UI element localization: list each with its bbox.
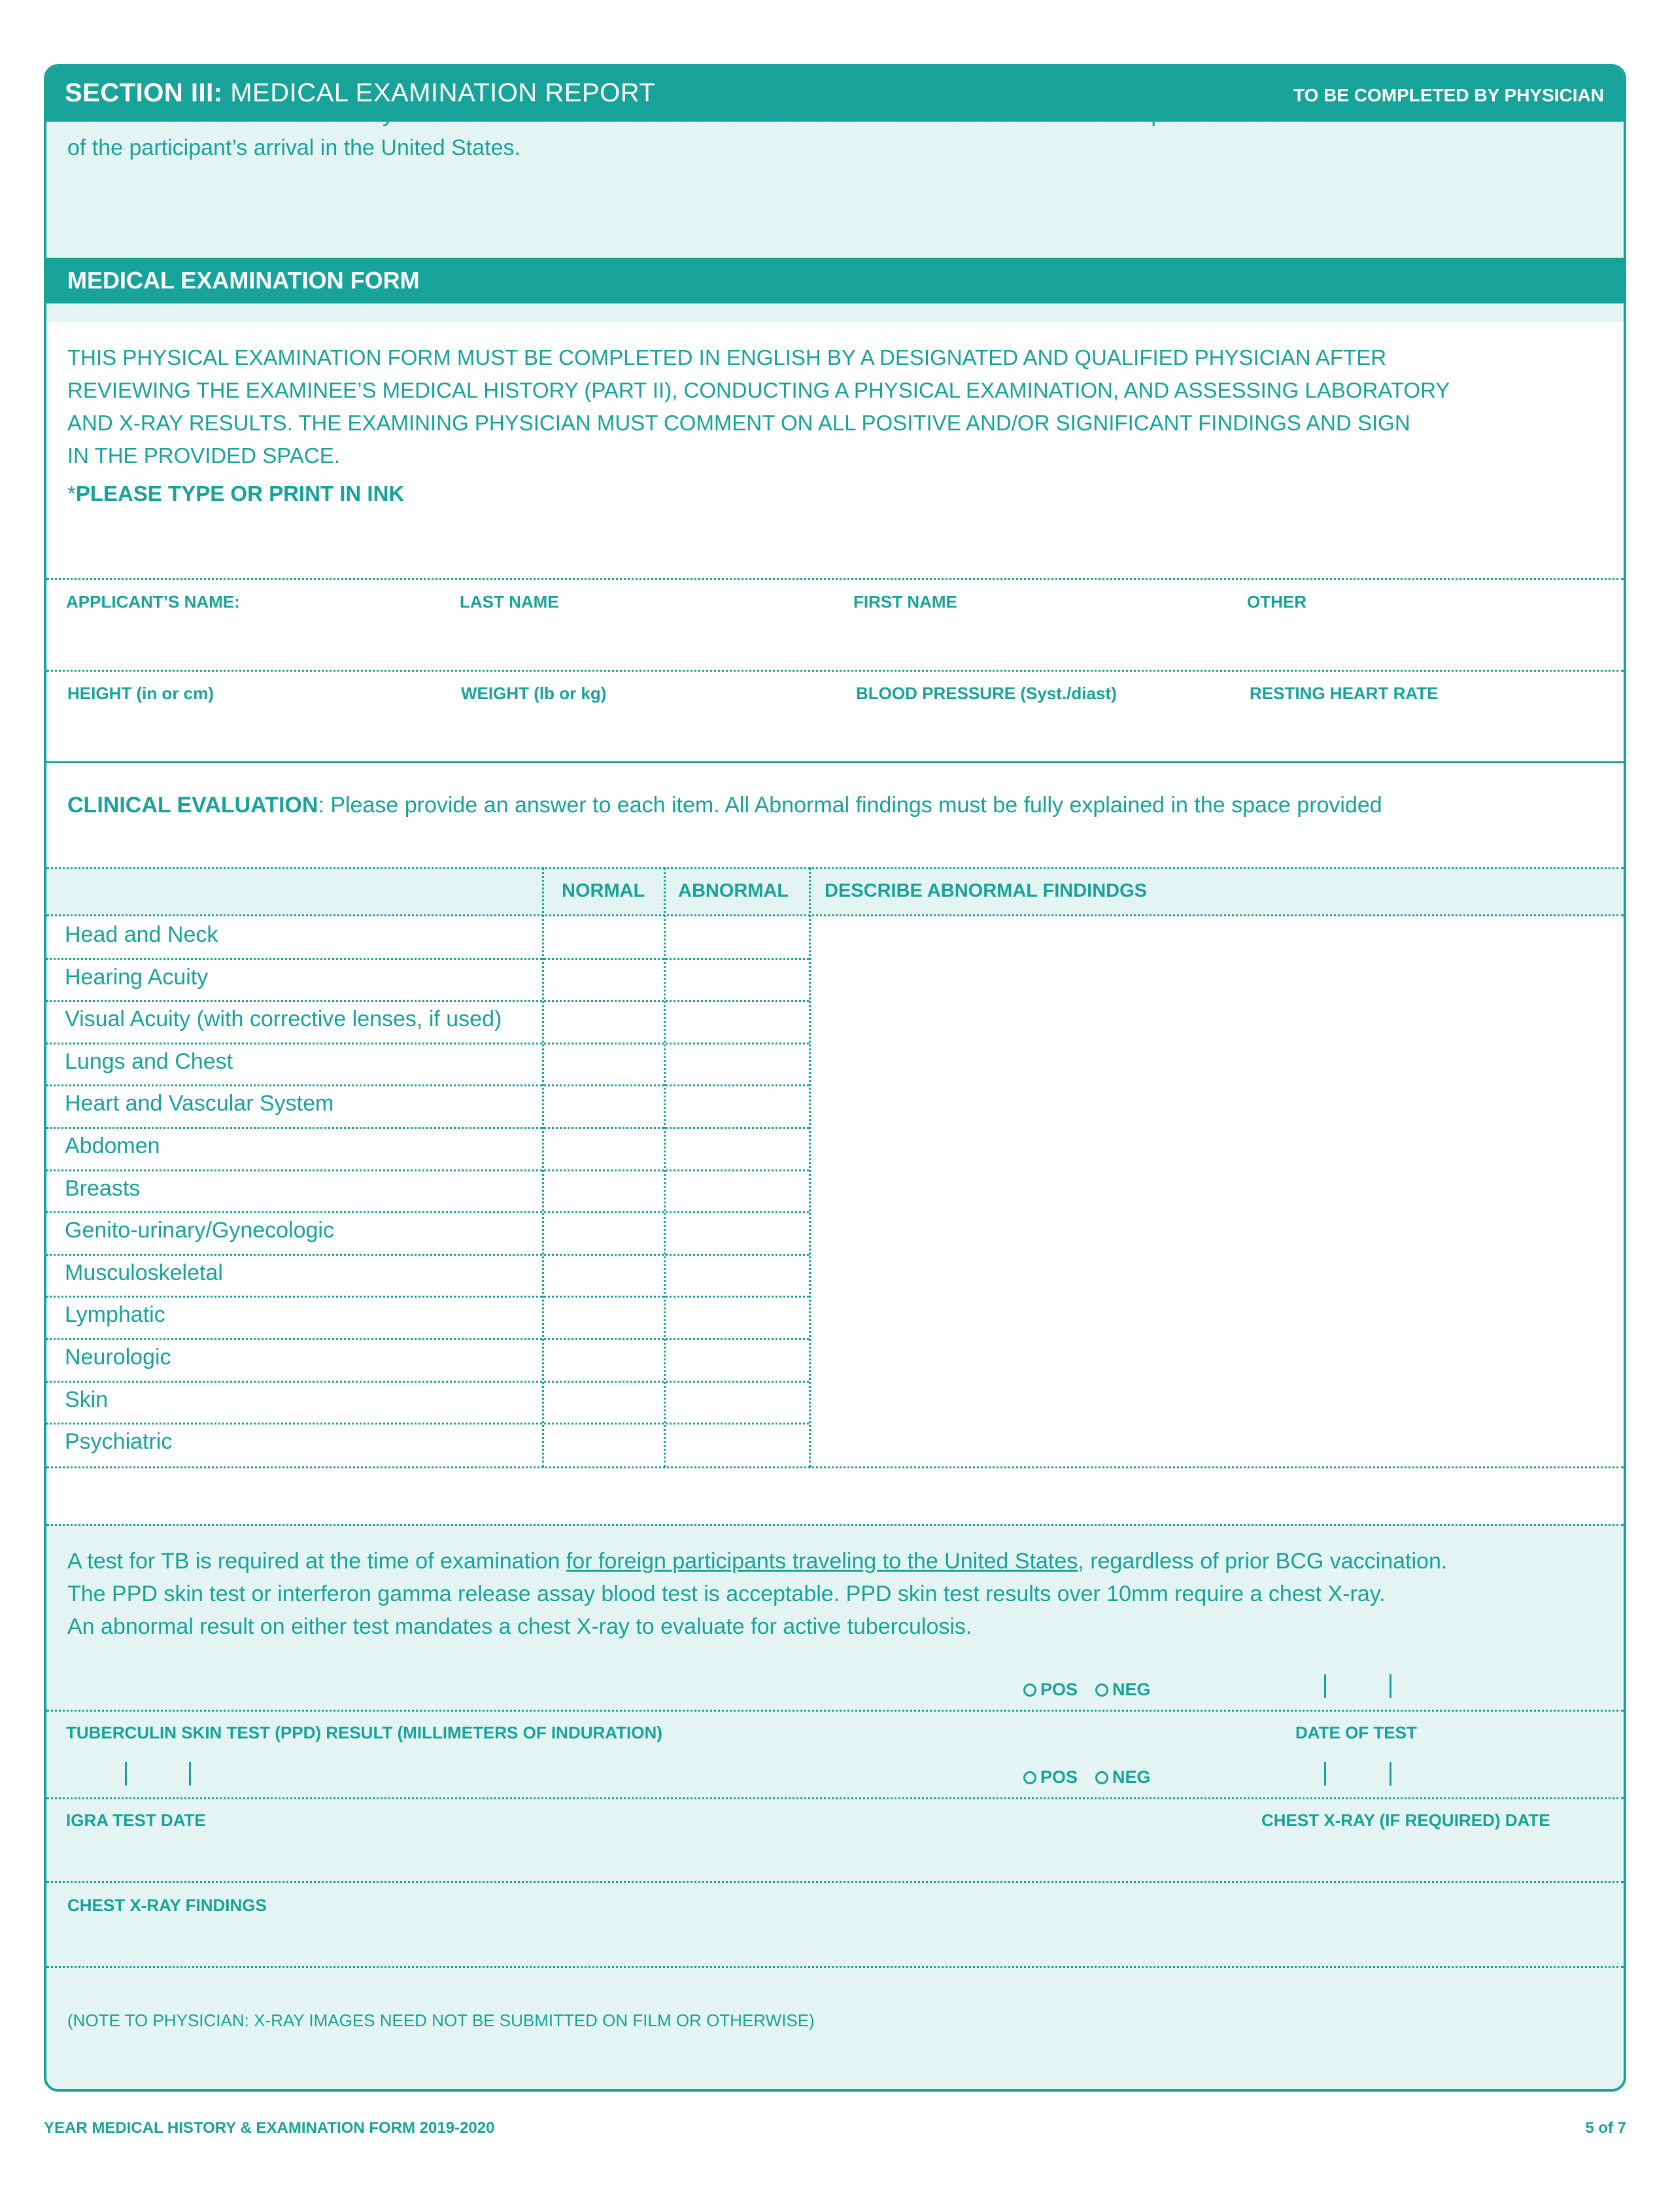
- normal-cell[interactable]: [543, 1128, 664, 1168]
- ppd-result-field[interactable]: TUBERCULIN SKIN TEST (PPD) RESULT (MILLIMETERS OF INDURATION): [66, 1723, 662, 1742]
- normal-cell[interactable]: [543, 1339, 664, 1379]
- row-divider: [46, 1381, 809, 1383]
- divider: [46, 578, 1624, 580]
- instructions-text: THIS PHYSICAL EXAMINATION FORM MUST BE COMPLETED IN ENGLISH BY A DESIGNATED AND QUALIFIED PHYSICIAN AFTER REVIEWING THE EXAMINEE’S MEDICAL HISTORY (PART II), CONDUCTING A PHYSICAL EXAMINATION, AND ASSESSING LABORATORY AND X-RAY RESULTS. THE EXAMINING PHYSICIAN MUST COMMENT ON ALL POSITIVE AND/OR SIGNIFICANT FINDINGS AND SIGN IN THE PROVIDED SPACE.: [67, 345, 1450, 468]
- footer-form-title: YEAR MEDICAL HISTORY & EXAMINATION FORM 2019-2020: [44, 2119, 495, 2137]
- evaluation-row-label: Skin: [65, 1387, 109, 1412]
- note-text: NOTE: Results of tests and x-rays included in this medical evaluation must be dated no more than six months prior to the date of the participant’s arrival in the United States.: [67, 102, 1307, 160]
- abnormal-cell[interactable]: [665, 1424, 809, 1464]
- date-separator: [1324, 1762, 1326, 1786]
- evaluation-row-label: Psychiatric: [65, 1429, 173, 1455]
- evaluation-row-label: Lungs and Chest: [65, 1048, 233, 1074]
- clinical-evaluation-heading: CLINICAL EVALUATION: Please provide an answer to each item. All Abnormal findings must be fully explained in the space provided: [67, 793, 1382, 818]
- divider: [46, 1524, 1624, 1526]
- normal-cell[interactable]: [543, 1044, 664, 1084]
- normal-cell[interactable]: [543, 959, 664, 999]
- divider: [46, 1797, 1624, 1799]
- row-divider: [46, 1127, 809, 1129]
- completed-by-label: TO BE COMPLETED BY PHYSICIAN: [1293, 85, 1604, 105]
- normal-cell[interactable]: [543, 1382, 664, 1422]
- evaluation-row-label: Genito-urinary/Gynecologic: [65, 1218, 334, 1243]
- heart-rate-field[interactable]: RESTING HEART RATE: [1250, 683, 1439, 703]
- describe-findings-area[interactable]: [811, 917, 1624, 1465]
- abnormal-cell[interactable]: [665, 1086, 809, 1126]
- page-number: 5 of 7: [1585, 2119, 1626, 2137]
- date-separator: [125, 1762, 127, 1786]
- abnormal-cell[interactable]: [665, 1171, 809, 1211]
- date-separator: [1324, 1674, 1326, 1698]
- evaluation-row-label: Breasts: [65, 1175, 141, 1201]
- row-divider: [46, 1043, 809, 1045]
- evaluation-row-label: Lymphatic: [65, 1302, 165, 1328]
- other-name-field[interactable]: OTHER: [1247, 592, 1306, 612]
- igra-neg-radio[interactable]: NEG: [1095, 1767, 1151, 1788]
- form-title: MEDICAL EXAMINATION FORM: [67, 267, 420, 294]
- row-divider: [46, 1254, 809, 1256]
- row-divider: [46, 1000, 809, 1002]
- normal-cell[interactable]: [543, 917, 664, 957]
- evaluation-row-label: Musculoskeletal: [65, 1260, 223, 1285]
- normal-cell[interactable]: [543, 1001, 664, 1041]
- abnormal-cell[interactable]: [665, 1128, 809, 1168]
- row-divider: [46, 1296, 809, 1298]
- tb-instructions: A test for TB is required at the time of examination for foreign participants traveling to the United States, regardless of prior BCG vaccination. The PPD skin test or interferon gamma release assay blood test is acceptable. PPD skin test results over 10mm require a chest X-ray. An abnormal result on either test mandates a chest X-ray to evaluate for active tuberculosis.: [67, 1549, 1448, 1639]
- abnormal-cell[interactable]: [665, 959, 809, 999]
- ppd-neg-radio[interactable]: NEG: [1095, 1680, 1151, 1700]
- abnormal-cell[interactable]: [665, 1044, 809, 1084]
- print-instruction: *PLEASE TYPE OR PRINT IN INK: [67, 481, 405, 506]
- col-abnormal: ABNORMAL: [678, 880, 789, 901]
- blood-pressure-field[interactable]: BLOOD PRESSURE (Syst./diast): [856, 683, 1117, 703]
- divider: [46, 1881, 1624, 1883]
- date-separator: [189, 1762, 191, 1786]
- row-divider: [46, 1084, 809, 1086]
- xray-date-field[interactable]: CHEST X-RAY (IF REQUIRED) DATE: [1261, 1810, 1550, 1830]
- row-divider: [46, 958, 809, 960]
- abnormal-cell[interactable]: [665, 1297, 809, 1337]
- evaluation-row-label: Abdomen: [65, 1133, 160, 1158]
- evaluation-row-label: Neurologic: [65, 1345, 171, 1370]
- evaluation-row-label: Hearing Acuity: [65, 964, 209, 990]
- row-divider: [46, 1423, 809, 1425]
- first-name-field[interactable]: FIRST NAME: [853, 592, 957, 612]
- abnormal-cell[interactable]: [665, 1255, 809, 1295]
- height-field[interactable]: HEIGHT (in or cm): [67, 683, 214, 703]
- divider: [46, 1710, 1624, 1712]
- normal-cell[interactable]: [543, 1255, 664, 1295]
- abnormal-cell[interactable]: [665, 1213, 809, 1253]
- date-separator: [1390, 1762, 1391, 1786]
- col-divider: [809, 867, 811, 1468]
- divider: [46, 761, 1624, 763]
- abnormal-cell[interactable]: [665, 1001, 809, 1041]
- physician-xray-note: (NOTE TO PHYSICIAN: X-RAY IMAGES NEED NOT BE SUBMITTED ON FILM OR OTHERWISE): [67, 2011, 815, 2030]
- row-divider: [46, 1338, 809, 1340]
- evaluation-row-label: Head and Neck: [65, 922, 218, 947]
- row-divider: [46, 1169, 809, 1171]
- divider: [46, 670, 1624, 672]
- date-separator: [1390, 1674, 1391, 1698]
- abnormal-cell[interactable]: [665, 1339, 809, 1379]
- evaluation-row-label: Visual Acuity (with corrective lenses, if used): [65, 1007, 502, 1032]
- ppd-date-field[interactable]: DATE OF TEST: [1295, 1723, 1417, 1742]
- col-describe: DESCRIBE ABNORMAL FINDINDGS: [825, 880, 1148, 901]
- normal-cell[interactable]: [543, 1424, 664, 1464]
- xray-findings-field[interactable]: CHEST X-RAY FINDINGS: [67, 1895, 267, 1915]
- divider: [46, 867, 1624, 869]
- abnormal-cell[interactable]: [665, 1382, 809, 1422]
- igra-pos-radio[interactable]: POS: [1023, 1767, 1078, 1788]
- divider: [46, 914, 1624, 916]
- last-name-field[interactable]: LAST NAME: [460, 592, 559, 612]
- col-normal: NORMAL: [562, 880, 645, 901]
- normal-cell[interactable]: [543, 1171, 664, 1211]
- igra-date-field[interactable]: IGRA TEST DATE: [66, 1810, 206, 1830]
- applicant-name-label: APPLICANT’S NAME:: [66, 592, 240, 612]
- normal-cell[interactable]: [543, 1297, 664, 1337]
- divider: [46, 1966, 1624, 1968]
- abnormal-cell[interactable]: [665, 917, 809, 957]
- form-title-bar: [46, 258, 1624, 303]
- evaluation-row-label: Heart and Vascular System: [65, 1091, 334, 1116]
- row-divider: [46, 1211, 809, 1213]
- normal-cell[interactable]: [543, 1086, 664, 1126]
- divider: [46, 1466, 1624, 1468]
- normal-cell[interactable]: [543, 1213, 664, 1253]
- ppd-pos-radio[interactable]: POS: [1023, 1680, 1078, 1700]
- section-title: SECTION III: MEDICAL EXAMINATION REPORT: [65, 78, 656, 107]
- medical-exam-form: [44, 64, 1626, 2092]
- weight-field[interactable]: WEIGHT (lb or kg): [461, 683, 607, 703]
